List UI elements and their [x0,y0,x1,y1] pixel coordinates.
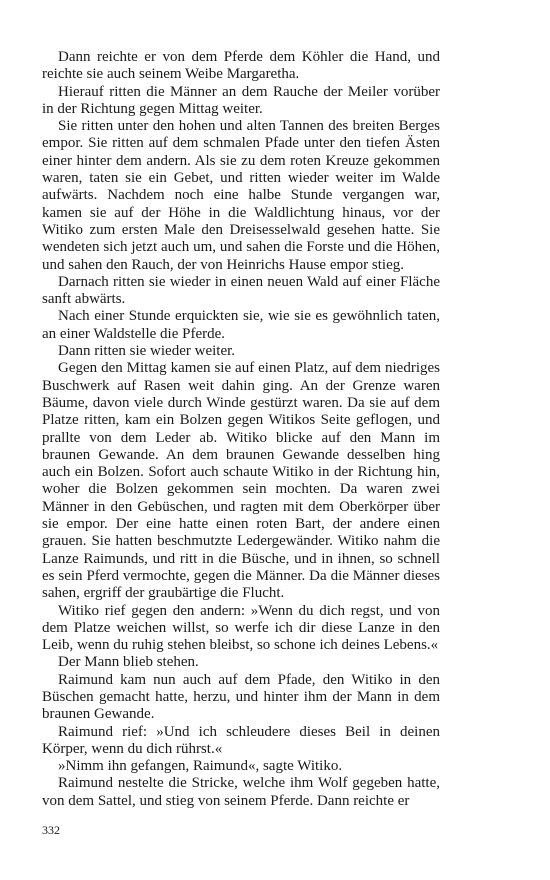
paragraph: Nach einer Stunde erquickten sie, wie sie es gewöhnlich taten, an einer Waldstelle die Pferde. [42,308,440,342]
paragraph: Witiko rief gegen den andern: »Wenn du dich regst, und von dem Platze weichen willst, so werfe ich dir diese Lanze in den Leib, wenn du ruhig stehen bleibst, so schone ich deines Lebens.« [42,602,440,654]
page-number: 332 [42,823,60,837]
paragraph: Der Mann blieb stehen. [58,654,199,671]
paragraph: Sie ritten unter den hohen und alten Tannen des breiten Berges empor. Sie ritten auf dem schmalen Pfade unter den tiefen Ästen einer hinter dem andern. Als sie zu dem roten Kreuze gekommen waren, taten sie ein Gebet, und ritten wieder weiter im Walde aufwärts. Nachdem noch eine halbe Stunde vergangen war, kamen sie auf der Höhe in die Waldlichtung hinaus, vor der Witiko zum ersten Male den Dreisesselwald gesehen hatte. Sie wendeten sich jetzt auch um, und sahen die Forste und die Höhen, und sahen den Rauch, der von Heinrichs Hause empor stieg. [42,118,440,273]
paragraph: Raimund nestelte die Stricke, welche ihm Wolf gegeben hatte, von dem Sattel, und stieg von seinem Pferde. Dann reichte er [42,775,440,809]
paragraph: Dann ritten sie wieder weiter. [58,343,236,360]
paragraph: Dann reichte er von dem Pferde dem Köhler die Hand, und reichte sie auch seinem Weibe Margaretha. [42,49,440,83]
paragraph: Darnach ritten sie wieder in einen neuen Wald auf einer Fläche sanft abwärts. [42,273,440,308]
paragraph: Raimund rief: »Und ich schleudere dieses Beil in deinen Körper, wenn du dich rührst.« [42,723,440,757]
paragraph: »Nimm ihn gefangen, Raimund«, sagte Witiko. [58,758,343,775]
paragraph: Gegen den Mittag kamen sie auf einen Platz, auf dem niedriges Buschwerk auf Rasen weit dahin ging. An der Grenze waren Bäume, davon viele durch Winde gestürzt waren. Da sie auf dem Platze ritten, kam ein Bolzen gegen Witikos Seite geflogen, und prallte von dem Leder ab. Witiko blicke auf den Mann im braunen Gewande. An dem braunen Gewande desselben hing auch ein Bolzen. Sofort auch schaute Witiko in der Richtung hin, woher die Bolzen gekommen sein mochten. Da waren zwei Männer in den Gebüschen, und ragten mit dem Oberkörper über sie empor. Der eine hatte einen roten Bart, der andere einen grauen. Sie hatten beschmutzte Ledergewänder. Witiko nahm die Lanze Raimunds, und ritt in die Büsche, und in ihnen, so schnell es sein Pferd vermochte, gegen die Männer. Da die Männer dieses sahen, ergriff der graubärtige die Flucht. [42,360,440,602]
paragraph: Raimund kam nun auch auf dem Pfade, den Witiko in den Büschen gemacht hatte, herzu, und hinter ihm der Mann in dem braunen Gewande. [42,671,440,723]
paragraph: Hierauf ritten die Männer an dem Rauche der Meiler vorüber in der Richtung gegen Mittag weiter. [42,83,440,117]
page-body [42,49,440,810]
